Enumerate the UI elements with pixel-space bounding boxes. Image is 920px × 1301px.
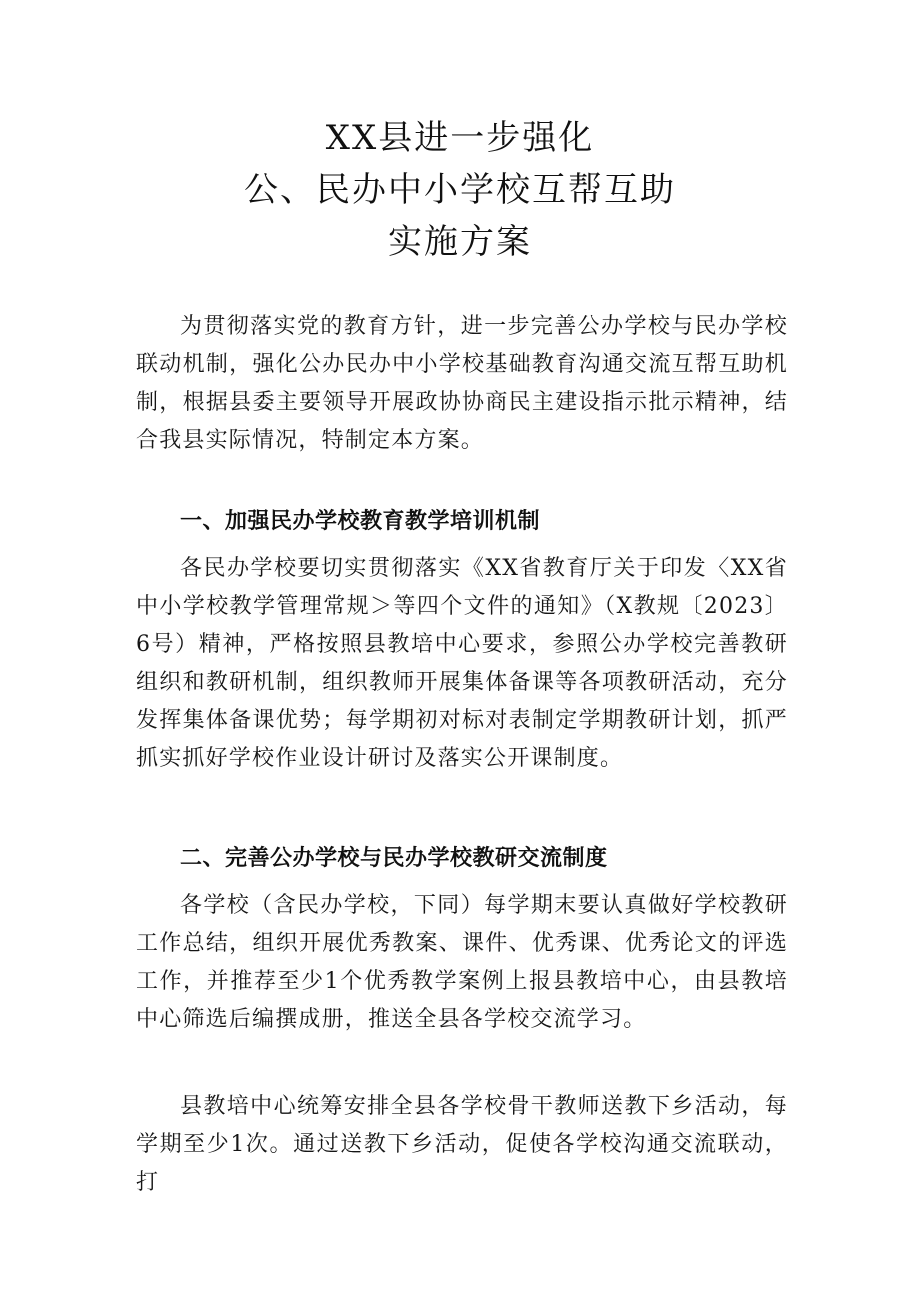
title-line-3: 实施方案 xyxy=(388,222,532,262)
intro-paragraph: 为贯彻落实党的教育方针，进一步完善公办学校与民办学校联动机制，强化公办民办中小学校基础教育沟通交流互帮互助机制，根据县委主要领导开展政协协商民主建设指示批示精神，结合我县实际情况，特制定本方案。 xyxy=(136,314,788,453)
section-heading-2: 二、完善公办学校与民办学校教研交流制度 xyxy=(180,846,608,871)
title-line-2: 公、民办中小学校互帮互助 xyxy=(244,170,676,210)
section-heading-1: 一、加强民办学校教育教学培训机制 xyxy=(180,509,541,534)
section-2-paragraph-2: 县教培中心统筹安排全县各学校骨干教师送教下乡活动，每学期至少1次。通过送教下乡活动，促使各学校沟通交流联动，打 xyxy=(136,1094,788,1195)
section-2-paragraph-1: 各学校（含民办学校，下同）每学期末要认真做好学校教研工作总结，组织开展优秀教案、课件、优秀课、优秀论文的评选工作，并推荐至少1个优秀教学案例上报县教培中心，由县教培中心筛选后编撰成册，推送全县各学校交流学习。 xyxy=(136,893,788,1032)
document-title xyxy=(0,112,920,268)
title-line-1: XX县进一步强化 xyxy=(325,118,595,158)
section-1-paragraph-1: 各民办学校要切实贯彻落实《XX省教育厅关于印发〈XX省中小学校教学管理常规＞等四个文件的通知》（X教规〔2023〕6号）精神，严格按照县教培中心要求，参照公办学校完善教研组织和教研机制，组织教师开展集体备课等各项教研活动，充分发挥集体备课优势；每学期初对标对表制定学期教研计划，抓严抓实抓好学校作业设计研讨及落实公开课制度。 xyxy=(136,556,788,771)
